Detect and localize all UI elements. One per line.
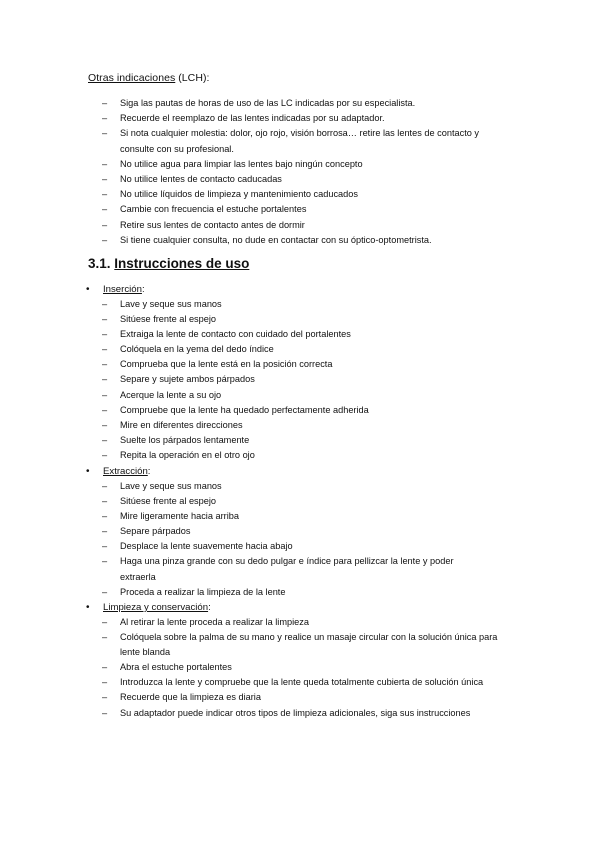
list-item: – Colóquela en la yema del dedo índice (102, 342, 522, 357)
insercion-list (102, 297, 522, 463)
extraccion-heading (86, 464, 526, 479)
bullet-icon: • (86, 602, 90, 613)
insercion-suffix: : (141, 284, 145, 295)
list-item: – Su adaptador puede indicar otros tipos de limpieza adicionales, siga sus instrucciones (102, 706, 522, 721)
section-heading (88, 256, 249, 271)
list-item: – Recuerde el reemplazo de las lentes indicadas por su adaptador. (102, 111, 532, 126)
list-item: – Abra el estuche portalentes (102, 660, 522, 675)
list-item: – Desplace la lente suavemente hacia abajo (102, 539, 522, 554)
list-item: – Acerque la lente a su ojo (102, 388, 522, 403)
otras-indicaciones-heading (88, 72, 209, 84)
list-item: – Al retirar la lente proceda a realizar la limpieza (102, 615, 522, 630)
limpieza-heading (86, 600, 526, 615)
insercion-heading (86, 282, 526, 297)
list-item: – Mire en diferentes direcciones (102, 418, 522, 433)
limpieza-suffix: : (208, 602, 211, 613)
otras-indicaciones-suffix: (LCH): (175, 72, 210, 84)
list-item: – Retire sus lentes de contacto antes de dormir (102, 218, 532, 233)
list-item: – Introduzca la lente y compruebe que la lente queda totalmente cubierta de solución única (102, 675, 522, 690)
extraccion-list (102, 479, 522, 600)
list-item: – Repita la operación en el otro ojo (102, 448, 522, 463)
list-item: – Mire ligeramente hacia arriba (102, 509, 522, 524)
insercion-block (86, 282, 526, 463)
list-item: – Si nota cualquier molestia: dolor, ojo rojo, visión borrosa… retire las lentes de contacto y consulte con su profesional. (102, 126, 532, 156)
list-item: – Sitúese frente al espejo (102, 494, 522, 509)
extraccion-title: Extracción (103, 466, 148, 477)
list-item: – Proceda a realizar la limpieza de la lente (102, 585, 522, 600)
list-item: – Haga una pinza grande con su dedo pulgar e índice para pellizcar la lente y poder extraerla (102, 554, 522, 584)
otras-indicaciones-list (102, 96, 532, 248)
list-item: – Siga las pautas de horas de uso de las LC indicadas por su especialista. (102, 96, 532, 111)
list-item: – No utilice líquidos de limpieza y mantenimiento caducados (102, 187, 532, 202)
list-item: – Sitúese frente al espejo (102, 312, 522, 327)
list-item: – Recuerde que la limpieza es diaria (102, 690, 522, 705)
list-item: – Extraiga la lente de contacto con cuidado del portalentes (102, 327, 522, 342)
section-number: 3.1. (88, 256, 111, 271)
list-item: – Lave y seque sus manos (102, 479, 522, 494)
list-item: – Suelte los párpados lentamente (102, 433, 522, 448)
list-item: – Separe párpados (102, 524, 522, 539)
extraccion-block (86, 464, 526, 600)
list-item: – Colóquela sobre la palma de su mano y realice un masaje circular con la solución única para lente blanda (102, 630, 522, 660)
insercion-title: Inserción (103, 284, 142, 295)
list-item: – Separe y sujete ambos párpados (102, 372, 522, 387)
limpieza-list (102, 615, 522, 721)
list-item: – No utilice agua para limpiar las lentes bajo ningún concepto (102, 157, 532, 172)
extraccion-suffix: : (147, 466, 151, 477)
list-item: – Lave y seque sus manos (102, 297, 522, 312)
bullet-icon: • (86, 284, 90, 295)
otras-indicaciones-title: Otras indicaciones (88, 72, 176, 84)
bullet-icon: • (86, 466, 90, 477)
section-title: Instrucciones de uso (114, 256, 250, 271)
list-item: – No utilice lentes de contacto caducadas (102, 172, 532, 187)
list-item: – Compruebe que la lente ha quedado perfectamente adherida (102, 403, 522, 418)
list-item: – Comprueba que la lente está en la posición correcta (102, 357, 522, 372)
list-item: – Cambie con frecuencia el estuche portalentes (102, 202, 532, 217)
list-item: – Si tiene cualquier consulta, no dude en contactar con su óptico-optometrista. (102, 233, 532, 248)
limpieza-block (86, 600, 526, 721)
limpieza-title: Limpieza y conservación (103, 602, 209, 613)
